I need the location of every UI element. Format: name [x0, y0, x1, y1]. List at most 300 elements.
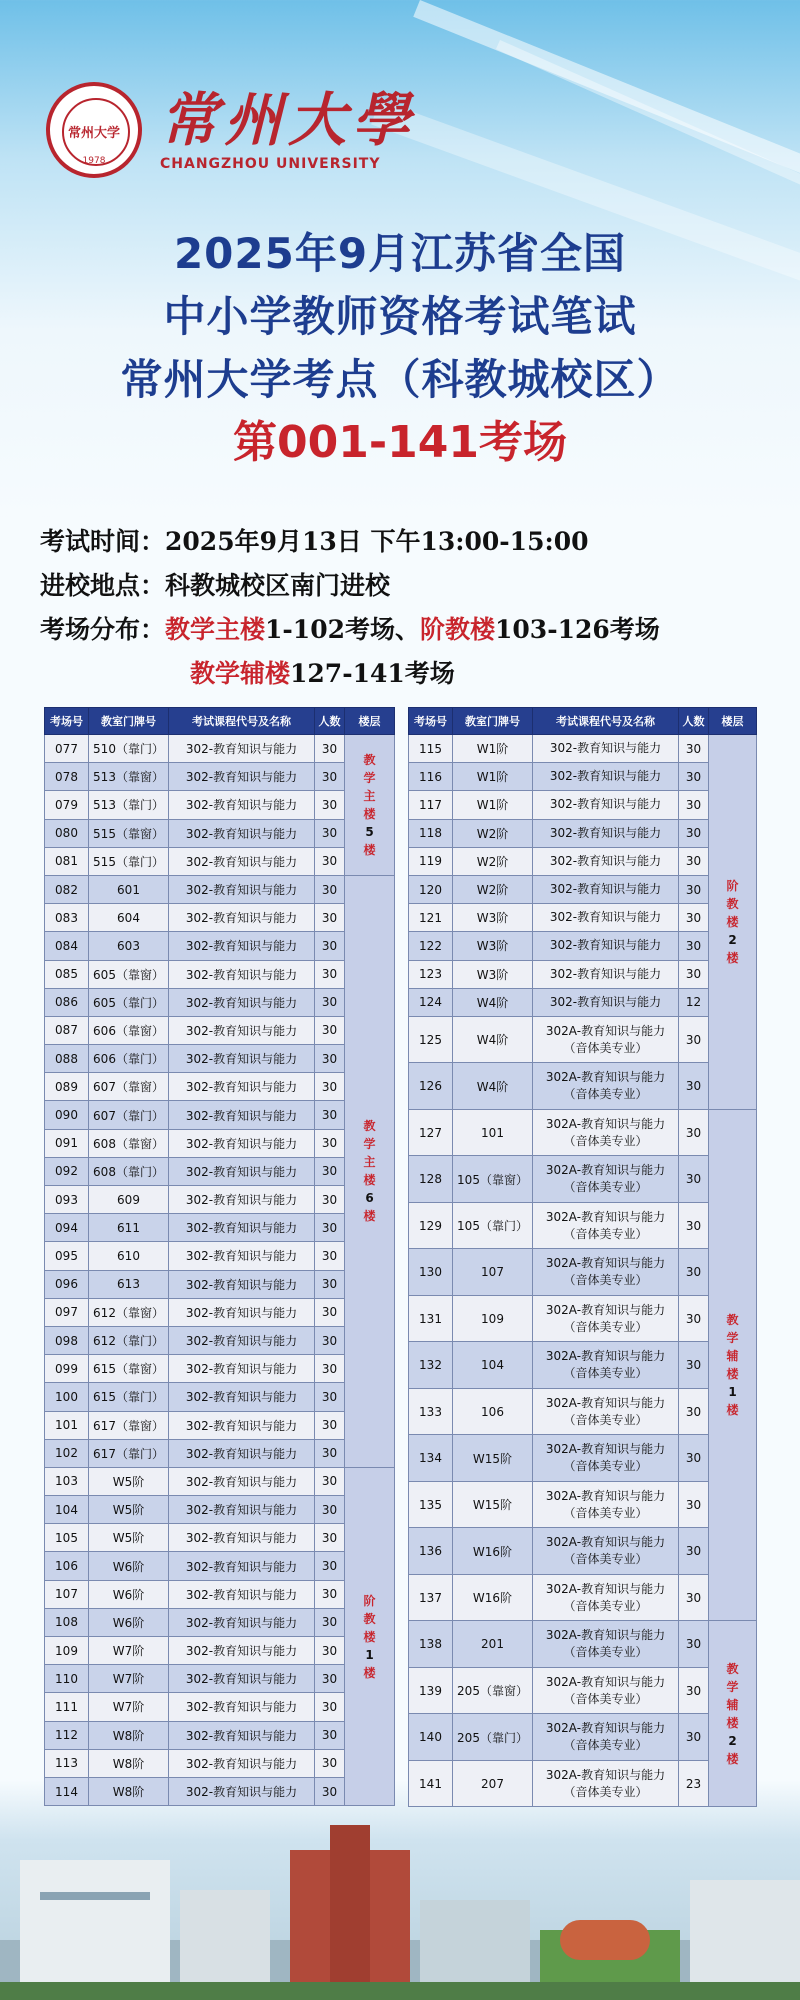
room-number: 101: [45, 1411, 89, 1439]
table-header-row: [409, 708, 757, 735]
candidate-count: 30: [315, 1749, 345, 1777]
classroom: 607（靠窗）: [89, 1073, 169, 1101]
seal-year: 1978: [82, 156, 106, 166]
classroom: W6阶: [89, 1552, 169, 1580]
title-line-4: 第001-141考场: [233, 417, 567, 468]
table-row: [409, 1202, 757, 1249]
table-row: [45, 988, 395, 1016]
classroom: 607（靠门）: [89, 1101, 169, 1129]
room-number: 108: [45, 1608, 89, 1636]
table-row: [409, 932, 757, 960]
table-row: [409, 988, 757, 1016]
table-row: [409, 847, 757, 875]
floor-number: 6: [365, 1191, 374, 1206]
course-name: [533, 960, 679, 988]
table-row: [409, 1714, 757, 1761]
course-name: [533, 988, 679, 1016]
seal-text: 常州大学: [67, 126, 120, 141]
candidate-count: 30: [679, 1249, 709, 1296]
candidate-count: 30: [315, 1383, 345, 1411]
university-name-en: CHANGZHOU UNIVERSITY: [160, 156, 381, 172]
classroom: W2阶: [453, 875, 533, 903]
table-row: [45, 1524, 395, 1552]
classroom: 608（靠窗）: [89, 1129, 169, 1157]
course-note: （音体美专业）: [563, 1459, 648, 1474]
floor-building-char: 主: [363, 788, 376, 803]
university-logo: [46, 80, 416, 180]
candidate-count: 30: [315, 819, 345, 847]
course-code: 302-教育知识与能力: [549, 938, 662, 953]
classroom: 201: [453, 1621, 533, 1668]
classroom: 606（靠窗）: [89, 1016, 169, 1044]
course-name: 302-教育知识与能力: [169, 1749, 315, 1777]
classroom: W7阶: [89, 1693, 169, 1721]
classroom: W8阶: [89, 1749, 169, 1777]
candidate-count: 30: [315, 1665, 345, 1693]
room-number: 104: [45, 1496, 89, 1524]
floor-unit: 楼: [363, 1209, 376, 1224]
classroom: W15阶: [453, 1435, 533, 1482]
entry-place-label: 进校地点：: [40, 571, 166, 600]
room-number: 137: [409, 1574, 453, 1621]
course-name: 302-教育知识与能力: [169, 791, 315, 819]
floor-building-char: 楼: [363, 1173, 376, 1188]
room-number: 118: [409, 819, 453, 847]
candidate-count: 30: [315, 1242, 345, 1270]
room-number: 079: [45, 791, 89, 819]
course-note: （音体美专业）: [563, 1226, 648, 1241]
candidate-count: 30: [679, 1528, 709, 1575]
column-header: 考场号: [409, 708, 453, 735]
classroom: W5阶: [89, 1467, 169, 1495]
course-note: （音体美专业）: [563, 1645, 648, 1660]
candidate-count: 30: [315, 735, 345, 763]
course-name: [533, 1016, 679, 1063]
table-row: [45, 1608, 395, 1636]
room-number: 139: [409, 1667, 453, 1714]
column-header: 考试课程代号及名称: [169, 708, 315, 735]
room-number: 081: [45, 847, 89, 875]
table-row: [409, 1342, 757, 1389]
room-distribution-row: [40, 608, 660, 652]
classroom: 605（靠窗）: [89, 960, 169, 988]
table-row: [45, 1214, 395, 1242]
room-number: 086: [45, 988, 89, 1016]
classroom: 612（靠窗）: [89, 1298, 169, 1326]
classroom: 606（靠门）: [89, 1045, 169, 1073]
room-number: 107: [45, 1580, 89, 1608]
floor-unit: 楼: [726, 950, 739, 965]
room-number: 122: [409, 932, 453, 960]
course-code: 302A-教育知识与能力: [545, 1256, 666, 1271]
candidate-count: 30: [679, 1109, 709, 1156]
course-name: [533, 791, 679, 819]
candidate-count: 30: [315, 960, 345, 988]
exam-time-label: 考试时间：: [40, 527, 166, 556]
classroom: W7阶: [89, 1637, 169, 1665]
room-number: 141: [409, 1760, 453, 1807]
course-name: 302-教育知识与能力: [169, 1496, 315, 1524]
floor-number: 5: [365, 824, 374, 839]
candidate-count: 30: [679, 904, 709, 932]
table-row: [45, 1552, 395, 1580]
candidate-count: 30: [679, 1435, 709, 1482]
table-row: [45, 904, 395, 932]
course-name: 302-教育知识与能力: [169, 1298, 315, 1326]
table-row: [409, 960, 757, 988]
floor-building-char: 主: [363, 1155, 376, 1170]
table-row: [409, 1574, 757, 1621]
table-row: [45, 1101, 395, 1129]
classroom: 105（靠窗）: [453, 1156, 533, 1203]
column-header: 考场号: [45, 708, 89, 735]
classroom: W4阶: [453, 1016, 533, 1063]
column-header: 考试课程代号及名称: [533, 708, 679, 735]
floor-unit: 楼: [726, 1751, 739, 1766]
floor-building-char: 阶: [363, 1593, 376, 1608]
room-number: 140: [409, 1714, 453, 1761]
table-row: [45, 1580, 395, 1608]
course-name: 302-教育知识与能力: [169, 1580, 315, 1608]
floor-number: 2: [728, 1733, 737, 1748]
candidate-count: 30: [679, 791, 709, 819]
classroom: W5阶: [89, 1524, 169, 1552]
table-row: [45, 1496, 395, 1524]
floor-label: [709, 1109, 757, 1621]
room-number: 132: [409, 1342, 453, 1389]
column-header: 人数: [315, 708, 345, 735]
course-code: 302-教育知识与能力: [549, 825, 662, 840]
room-number: 111: [45, 1693, 89, 1721]
table-row: [45, 1411, 395, 1439]
room-number: 110: [45, 1665, 89, 1693]
table-row: [45, 1693, 395, 1721]
classroom: 107: [453, 1249, 533, 1296]
candidate-count: 30: [315, 1355, 345, 1383]
light-ray: [496, 40, 800, 220]
room-number: 078: [45, 763, 89, 791]
floor-building-char: 教: [363, 1611, 376, 1626]
course-code: 302A-教育知识与能力: [545, 1023, 666, 1038]
table-row: [45, 735, 395, 763]
candidate-count: 30: [315, 763, 345, 791]
classroom: 510（靠门）: [89, 735, 169, 763]
candidate-count: 30: [315, 1637, 345, 1665]
main-building-range: 1-102考场、: [265, 615, 420, 644]
title-line-3: 常州大学考点（科教城校区）: [120, 355, 680, 404]
table-row: [409, 1621, 757, 1668]
course-name: 302-教育知识与能力: [169, 1186, 315, 1214]
room-number: 090: [45, 1101, 89, 1129]
classroom: 611: [89, 1214, 169, 1242]
floor-building-char: 辅: [726, 1349, 739, 1364]
main-building-name: 教学主楼: [165, 615, 266, 644]
course-name: [533, 1667, 679, 1714]
table-row: [45, 1129, 395, 1157]
course-name: [533, 1388, 679, 1435]
candidate-count: 30: [679, 875, 709, 903]
course-name: 302-教育知识与能力: [169, 1157, 315, 1185]
course-name: [533, 1156, 679, 1203]
candidate-count: 30: [315, 1580, 345, 1608]
table-row: [45, 1270, 395, 1298]
candidate-count: 30: [315, 1326, 345, 1354]
candidate-count: 30: [315, 1270, 345, 1298]
floor-number: 2: [728, 932, 737, 947]
classroom: 604: [89, 904, 169, 932]
entry-place-row: [40, 564, 660, 608]
floor-building-char: 楼: [726, 1715, 739, 1730]
table-row: [45, 819, 395, 847]
campus-photo: [0, 1810, 800, 2000]
column-header: 教室门牌号: [89, 708, 169, 735]
candidate-count: 30: [315, 1073, 345, 1101]
classroom: W4阶: [453, 988, 533, 1016]
table-row: [45, 1355, 395, 1383]
floor-building-char: 学: [363, 1137, 376, 1152]
table-row: [409, 763, 757, 791]
course-name: 302-教育知识与能力: [169, 988, 315, 1016]
course-code: 302A-教育知识与能力: [545, 1674, 666, 1689]
room-number: 087: [45, 1016, 89, 1044]
classroom: 617（靠窗）: [89, 1411, 169, 1439]
candidate-count: 30: [679, 1667, 709, 1714]
course-name: [533, 904, 679, 932]
classroom: 101: [453, 1109, 533, 1156]
course-code: 302A-教育知识与能力: [545, 1767, 666, 1782]
candidate-count: 30: [679, 1156, 709, 1203]
floor-building-char: 学: [726, 1331, 739, 1346]
classroom: 617（靠门）: [89, 1439, 169, 1467]
candidate-count: 30: [679, 1388, 709, 1435]
course-code: 302-教育知识与能力: [549, 910, 662, 925]
table-row: [45, 1665, 395, 1693]
candidate-count: 30: [679, 1621, 709, 1668]
candidate-count: 30: [315, 875, 345, 903]
classroom: W3阶: [453, 932, 533, 960]
table-row: [45, 1298, 395, 1326]
candidate-count: 30: [315, 1524, 345, 1552]
room-number: 134: [409, 1435, 453, 1482]
room-number: 120: [409, 875, 453, 903]
course-name: [533, 735, 679, 763]
course-name: [533, 1063, 679, 1110]
room-number: 096: [45, 1270, 89, 1298]
room-distribution-row-2: [40, 652, 660, 696]
course-note: （音体美专业）: [563, 1552, 648, 1567]
course-name: [533, 1481, 679, 1528]
classroom: W15阶: [453, 1481, 533, 1528]
table-row: [45, 763, 395, 791]
floor-number: 1: [728, 1385, 737, 1400]
room-number: 117: [409, 791, 453, 819]
course-name: 302-教育知识与能力: [169, 1383, 315, 1411]
lecture-building-range: 103-126考场: [495, 615, 660, 644]
classroom: W1阶: [453, 735, 533, 763]
room-number: 121: [409, 904, 453, 932]
classroom: 207: [453, 1760, 533, 1807]
left-exam-table: [44, 707, 395, 1806]
course-code: 302A-教育知识与能力: [545, 1070, 666, 1085]
floor-number: 1: [365, 1647, 374, 1662]
classroom: W16阶: [453, 1574, 533, 1621]
room-number: 083: [45, 904, 89, 932]
room-number: 082: [45, 875, 89, 903]
candidate-count: 30: [679, 932, 709, 960]
classroom: W8阶: [89, 1777, 169, 1805]
classroom: 513（靠窗）: [89, 763, 169, 791]
classroom: 612（靠门）: [89, 1326, 169, 1354]
course-name: 302-教育知识与能力: [169, 1355, 315, 1383]
classroom: 515（靠门）: [89, 847, 169, 875]
room-number: 089: [45, 1073, 89, 1101]
course-name: [533, 1621, 679, 1668]
course-name: [533, 1109, 679, 1156]
classroom: 615（靠门）: [89, 1383, 169, 1411]
floor-building-char: 楼: [363, 806, 376, 821]
floor-unit: 楼: [363, 1665, 376, 1680]
course-name: [533, 1295, 679, 1342]
classroom: 609: [89, 1186, 169, 1214]
table-row: [409, 735, 757, 763]
candidate-count: 30: [679, 763, 709, 791]
classroom: W2阶: [453, 819, 533, 847]
classroom: W1阶: [453, 763, 533, 791]
classroom: 105（靠门）: [453, 1202, 533, 1249]
table-row: [45, 1016, 395, 1044]
room-number: 106: [45, 1552, 89, 1580]
floor-building-char: 教: [363, 1119, 376, 1134]
candidate-count: 30: [315, 1186, 345, 1214]
course-name: 302-教育知识与能力: [169, 1073, 315, 1101]
candidate-count: 30: [679, 735, 709, 763]
classroom: W6阶: [89, 1580, 169, 1608]
column-header: 教室门牌号: [453, 708, 533, 735]
course-code: 302A-教育知识与能力: [545, 1442, 666, 1457]
table-row: [45, 847, 395, 875]
classroom: 603: [89, 932, 169, 960]
classroom: 608（靠门）: [89, 1157, 169, 1185]
course-name: [533, 763, 679, 791]
room-number: 133: [409, 1388, 453, 1435]
course-note: （音体美专业）: [563, 1598, 648, 1613]
classroom: 613: [89, 1270, 169, 1298]
room-number: 095: [45, 1242, 89, 1270]
table-row: [409, 1063, 757, 1110]
table-row: [409, 1109, 757, 1156]
classroom: W7阶: [89, 1665, 169, 1693]
room-number: 123: [409, 960, 453, 988]
table-row: [409, 819, 757, 847]
column-header: 楼层: [709, 708, 757, 735]
classroom: W2阶: [453, 847, 533, 875]
course-code: 302-教育知识与能力: [549, 741, 662, 756]
table-row: [409, 1016, 757, 1063]
floor-label: [345, 875, 395, 1467]
course-name: 302-教育知识与能力: [169, 819, 315, 847]
page-title: [0, 222, 800, 474]
room-number: 113: [45, 1749, 89, 1777]
candidate-count: 30: [679, 1295, 709, 1342]
table-row: [409, 1528, 757, 1575]
course-code: 302A-教育知识与能力: [545, 1581, 666, 1596]
course-note: （音体美专业）: [563, 1691, 648, 1706]
course-name: 302-教育知识与能力: [169, 1552, 315, 1580]
table-row: [45, 1637, 395, 1665]
classroom: 615（靠窗）: [89, 1355, 169, 1383]
course-name: [533, 1249, 679, 1296]
table-row: [409, 1760, 757, 1807]
table-row: [409, 1667, 757, 1714]
course-name: 302-教育知识与能力: [169, 1467, 315, 1495]
course-name: 302-教育知识与能力: [169, 763, 315, 791]
table-row: [409, 1156, 757, 1203]
classroom: 109: [453, 1295, 533, 1342]
course-code: 302A-教育知识与能力: [545, 1628, 666, 1643]
course-name: [533, 1574, 679, 1621]
floor-building-char: 学: [363, 770, 376, 785]
floor-label: [345, 1467, 395, 1805]
candidate-count: 30: [679, 1714, 709, 1761]
floor-building-char: 辅: [726, 1697, 739, 1712]
table-row: [45, 1073, 395, 1101]
floor-building-char: 楼: [363, 1629, 376, 1644]
course-note: （音体美专业）: [563, 1180, 648, 1195]
candidate-count: 30: [315, 1552, 345, 1580]
candidate-count: 30: [315, 1693, 345, 1721]
classroom: W3阶: [453, 904, 533, 932]
candidate-count: 30: [315, 1016, 345, 1044]
candidate-count: 30: [679, 1342, 709, 1389]
candidate-count: 30: [679, 1016, 709, 1063]
course-code: 302-教育知识与能力: [549, 882, 662, 897]
classroom: 104: [453, 1342, 533, 1389]
candidate-count: 30: [315, 1214, 345, 1242]
course-code: 302A-教育知识与能力: [545, 1395, 666, 1410]
classroom: W6阶: [89, 1608, 169, 1636]
course-name: 302-教育知识与能力: [169, 1129, 315, 1157]
course-name: 302-教育知识与能力: [169, 1665, 315, 1693]
course-name: 302-教育知识与能力: [169, 1411, 315, 1439]
table-row: [45, 1749, 395, 1777]
course-code: 302A-教育知识与能力: [545, 1163, 666, 1178]
exam-time-value: 2025年9月13日 下午13:00-15:00: [165, 527, 589, 556]
candidate-count: 30: [315, 932, 345, 960]
classroom: 513（靠门）: [89, 791, 169, 819]
floor-building-char: 学: [726, 1679, 739, 1694]
course-name: [533, 819, 679, 847]
table-row: [45, 1242, 395, 1270]
course-name: 302-教育知识与能力: [169, 1693, 315, 1721]
entry-place-value: 科教城校区南门进校: [165, 571, 391, 600]
floor-building-char: 楼: [726, 914, 739, 929]
course-name: 302-教育知识与能力: [169, 1777, 315, 1805]
table-row: [409, 1481, 757, 1528]
room-number: 124: [409, 988, 453, 1016]
candidate-count: 30: [315, 1101, 345, 1129]
course-code: 302-教育知识与能力: [549, 966, 662, 981]
course-code: 302A-教育知识与能力: [545, 1488, 666, 1503]
table-row: [45, 1777, 395, 1805]
table-row: [45, 1439, 395, 1467]
course-name: [533, 932, 679, 960]
candidate-count: 30: [315, 1411, 345, 1439]
room-number: 093: [45, 1186, 89, 1214]
course-code: 302A-教育知识与能力: [545, 1116, 666, 1131]
candidate-count: 30: [679, 847, 709, 875]
classroom: W3阶: [453, 960, 533, 988]
course-name: [533, 847, 679, 875]
